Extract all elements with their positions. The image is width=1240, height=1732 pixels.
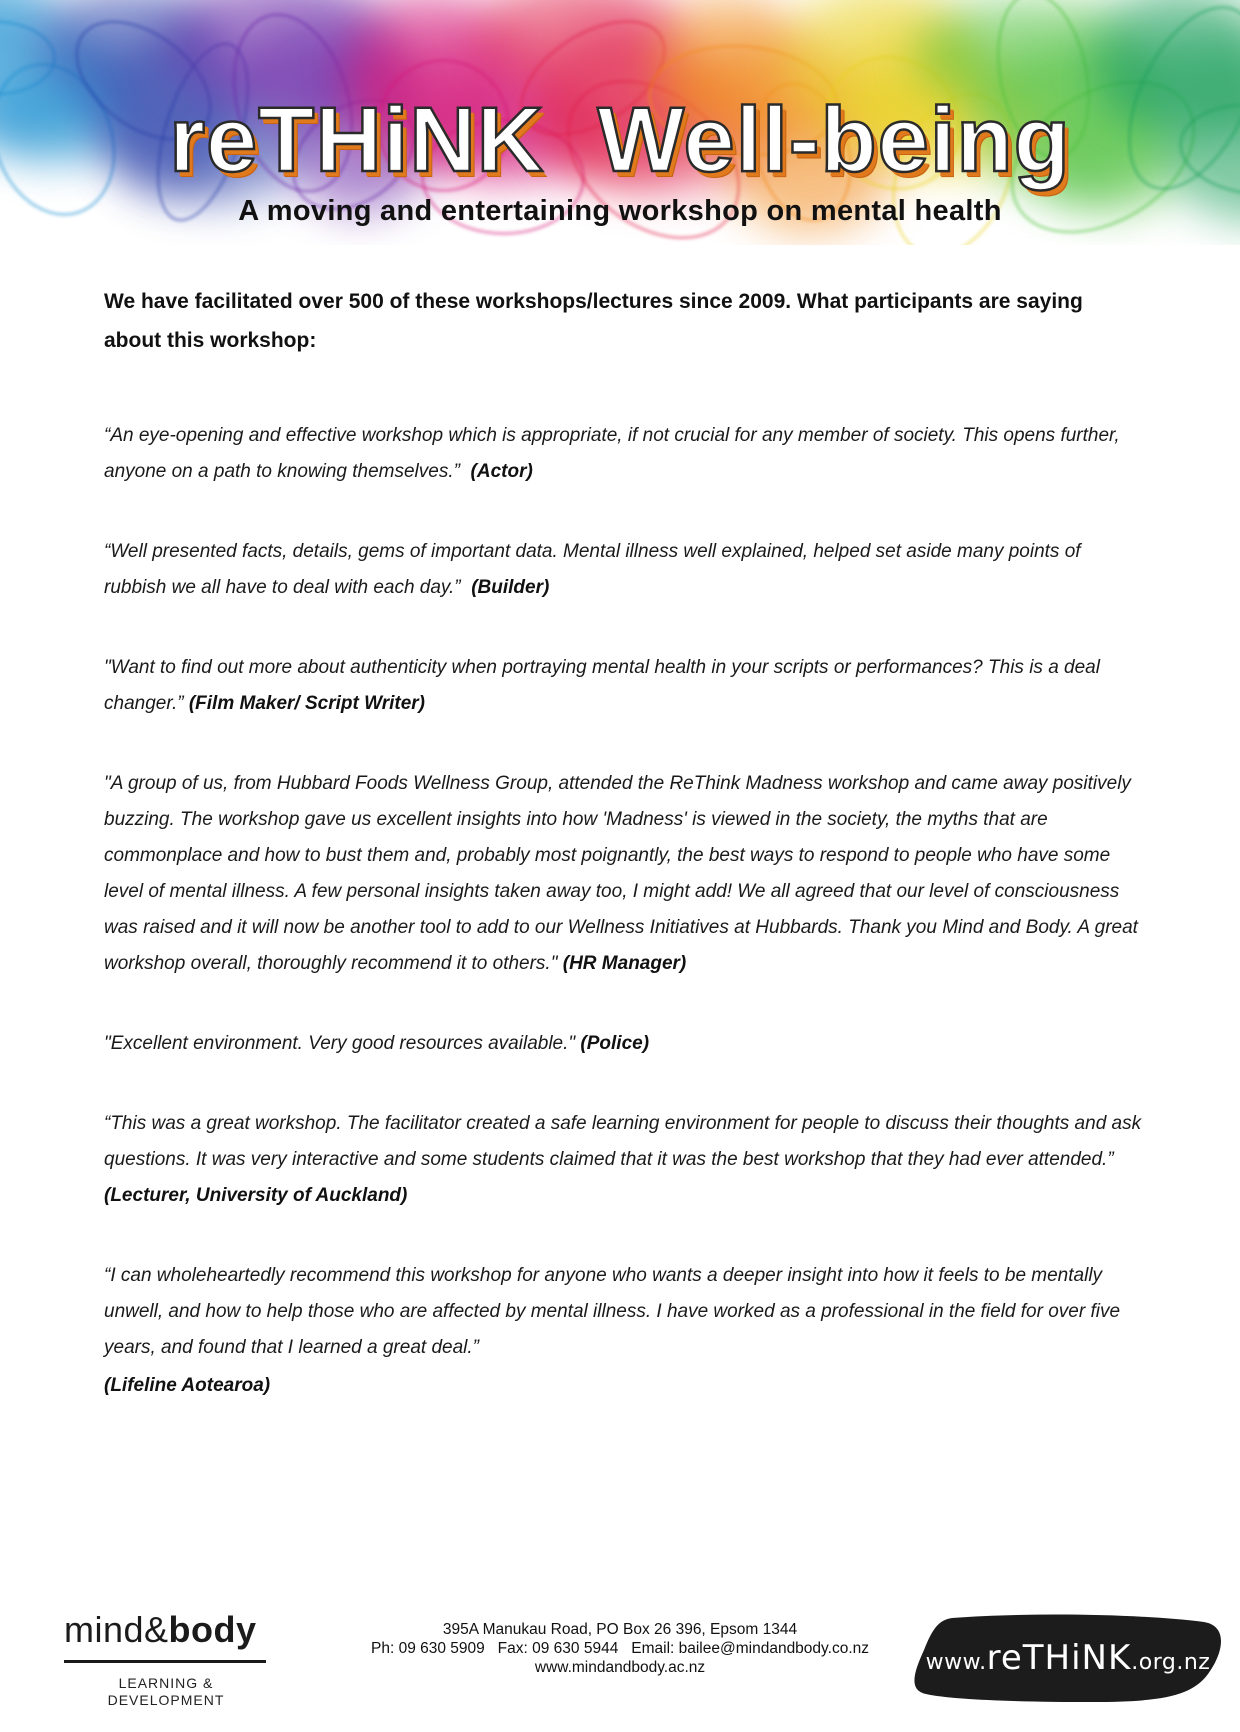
testimonial-quote: “Well presented facts, details, gems of important data. Mental illness well explained, helped set aside many points of rubbish we all have to deal with each day.” [104, 541, 1081, 598]
main-content [104, 282, 1144, 1450]
testimonial-quote: “An eye-opening and effective workshop which is appropriate, if not crucial for any member of society. This opens further, anyone on a path to knowing themselves.” [104, 425, 1120, 482]
mind-and-body-logo [64, 1610, 268, 1709]
testimonial-attribution: (Film Maker/ Script Writer) [188, 693, 425, 714]
badge-url-text [912, 1638, 1224, 1678]
url-suffix: .org.nz [1131, 1650, 1211, 1675]
banner-title: reTHiNK Well-being [169, 89, 1071, 191]
url-brand: reTHiNK [986, 1638, 1132, 1678]
testimonial-lecturer [104, 1106, 1144, 1214]
logo-tagline [64, 1675, 268, 1709]
contact-block [320, 1620, 920, 1677]
testimonial-attribution: (Police) [580, 1033, 650, 1054]
testimonial-attribution: (Actor) [470, 461, 533, 482]
testimonial-attribution: (Lifeline Aotearoa) [104, 1375, 271, 1396]
logo-tagline-line2: DEVELOPMENT [107, 1692, 225, 1708]
contact-website[interactable]: www.mindandbody.ac.nz [534, 1659, 706, 1676]
rethink-url-badge[interactable] [912, 1612, 1224, 1704]
testimonial-actor [104, 418, 1144, 490]
logo-word-bold: body [168, 1609, 257, 1650]
testimonial-hr-manager [104, 766, 1144, 982]
contact-phones: Ph: 09 630 5909 Fax: 09 630 5944 Email: bailee@mindandbody.co.nz [371, 1640, 869, 1657]
testimonial-film-maker [104, 650, 1144, 722]
testimonial-attribution: (Builder) [471, 577, 550, 598]
testimonial-police [104, 1026, 1144, 1062]
logo-word-light: mind& [64, 1609, 169, 1650]
testimonial-quote: "A group of us, from Hubbard Foods Wellness Group, attended the ReThink Madness workshop and came away positively buzzing. The workshop gave us excellent insights into how 'Madness' is viewed in the society, the myths that are commonplace and how to bust them and, probably most poignantly, the best ways to respond to people who have some level of mental illness. A few personal insights taken away too, I might add! We all agreed that our level of consciousness was raised and it will now be another tool to add to our Wellness Initiatives at Hubbards. Thank you Mind and Body. A great workshop overall, thoroughly recommend it to others." [104, 773, 1138, 974]
logo-wordmark [64, 1610, 268, 1650]
testimonial-builder [104, 534, 1144, 606]
testimonial-attribution: (HR Manager) [562, 953, 687, 974]
url-prefix: www. [925, 1650, 987, 1675]
contact-address: 395A Manukau Road, PO Box 26 396, Epsom 1344 [442, 1621, 798, 1638]
testimonial-quote: "Want to find out more about authenticity when portraying mental health in your scripts or performances? This is a deal changer.” [104, 657, 1100, 714]
testimonial-quote: “This was a great workshop. The facilitator created a safe learning environment for people to discuss their thoughts and ask questions. It was very interactive and some students claimed that it was the best workshop that they had ever attended.” [104, 1113, 1142, 1170]
header-banner [0, 0, 1240, 245]
testimonial-attribution: (Lecturer, University of Auckland) [104, 1185, 408, 1206]
banner-subtitle: A moving and entertaining workshop on mental health [238, 195, 1002, 227]
intro-text: We have facilitated over 500 of these workshops/lectures since 2009. What participants are saying about this workshop: [104, 290, 1083, 352]
testimonial-quote: "Excellent environment. Very good resources available." [104, 1033, 576, 1054]
logo-divider [64, 1660, 266, 1663]
logo-tagline-line1: LEARNING & [118, 1675, 214, 1691]
testimonial-quote: “I can wholeheartedly recommend this workshop for anyone who wants a deeper insight into how it feels to be mentally unwell, and how to help those who are affected by mental illness. I have worked as a professional in the field for over five years, and found that I learned a great deal.” [104, 1265, 1121, 1358]
testimonial-lifeline [104, 1258, 1144, 1406]
